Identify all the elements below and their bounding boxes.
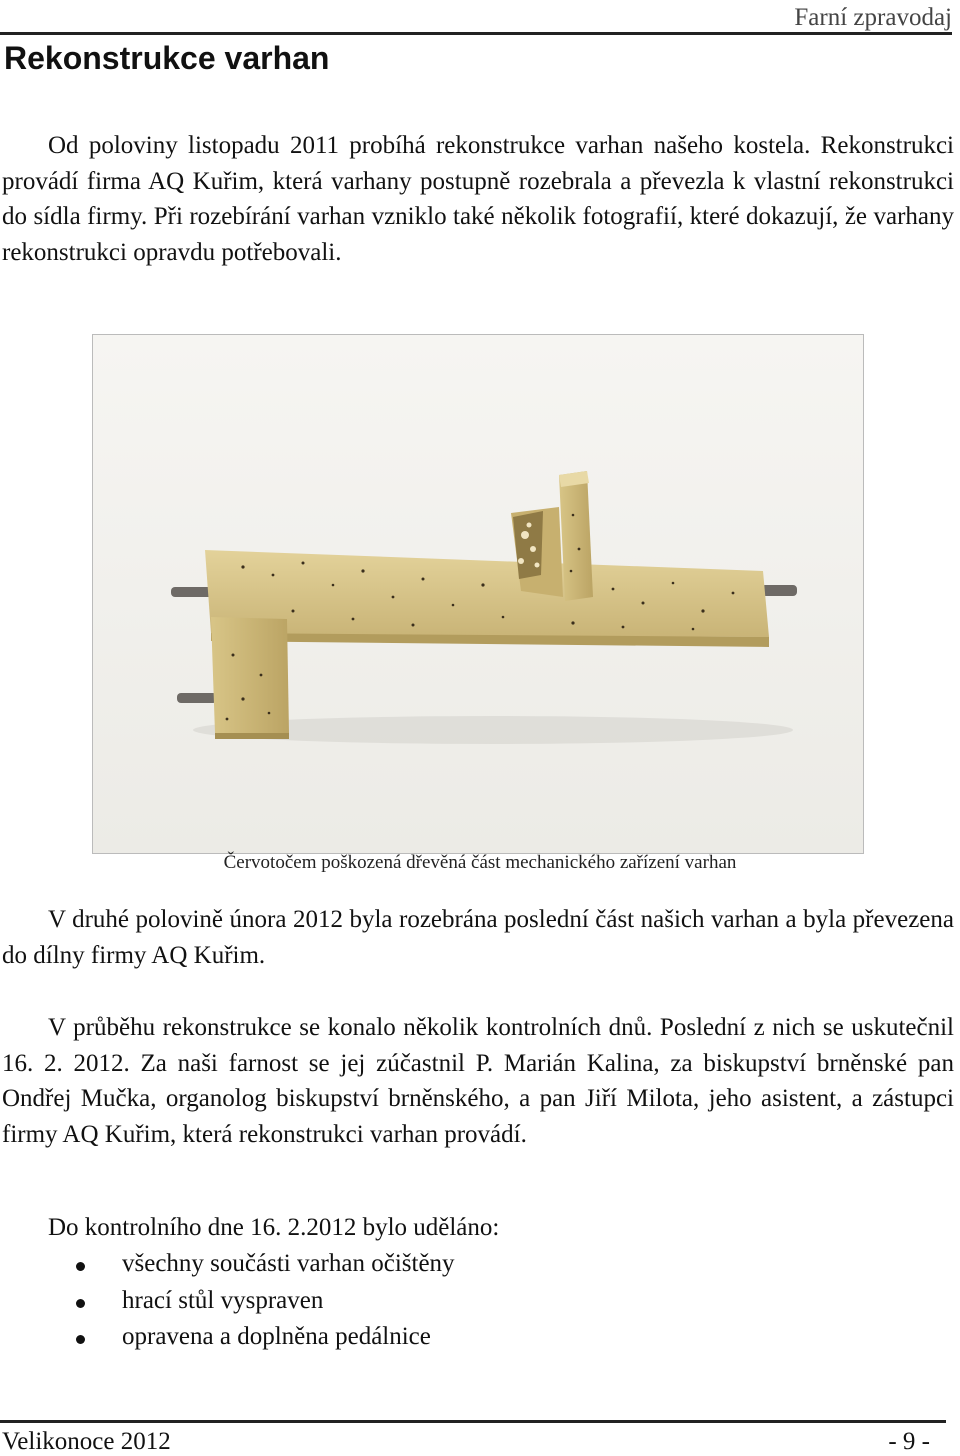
paragraph-intro: Od poloviny listopadu 2011 probíhá rekonstrukce varhan našeho kostela. Rekonstrukci provádí firma AQ Kuřim, která varhany postupně rozebrala a převezla k vlastní rekonstrukci do sídla firmy. Při rozebírání varhan vzniklo také několik fotografií, které dokazují, že varhany rekonstrukci opravdu potřebovali.	[2, 132, 954, 266]
paragraph-control-days: V průběhu rekonstrukce se konalo několik kontrolních dnů. Poslední z nich se uskutečnil 16. 2. 2012. Za naši farnost se jej zúčastnil P. Marián Kalina, za biskupství brněnské pan Ondřej Mučka, organolog biskupství brněnského, a pan Jiří Milota, jeho asistent, a zástupci firmy AQ Kuřim, která rekonstrukci varhan provádí.	[2, 1014, 954, 1148]
photo-caption: Červotočem poškozená dřevěná část mechanického zařízení varhan	[223, 852, 737, 873]
wooden-organ-part-illustration	[93, 335, 863, 853]
header-rule	[0, 32, 952, 35]
bullet-icon	[76, 1299, 85, 1308]
bullet-icon	[76, 1262, 85, 1271]
bullet-icon	[76, 1335, 85, 1344]
article-photo	[92, 334, 864, 854]
header-section-label: Farní zpravodaj	[794, 4, 952, 31]
footer-rule	[0, 1420, 946, 1423]
paragraph-february: V druhé polovině února 2012 byla rozebrána poslední část našich varhan a byla převezena do dílny firmy AQ Kuřim.	[2, 906, 954, 969]
list-intro: Do kontrolního dne 16. 2.2012 bylo uděláno:	[48, 1214, 500, 1241]
article-title: Rekonstrukce varhan	[4, 40, 330, 76]
footer-issue: Velikonoce 2012	[2, 1428, 171, 1455]
footer-page-number: - 9 -	[888, 1428, 930, 1455]
